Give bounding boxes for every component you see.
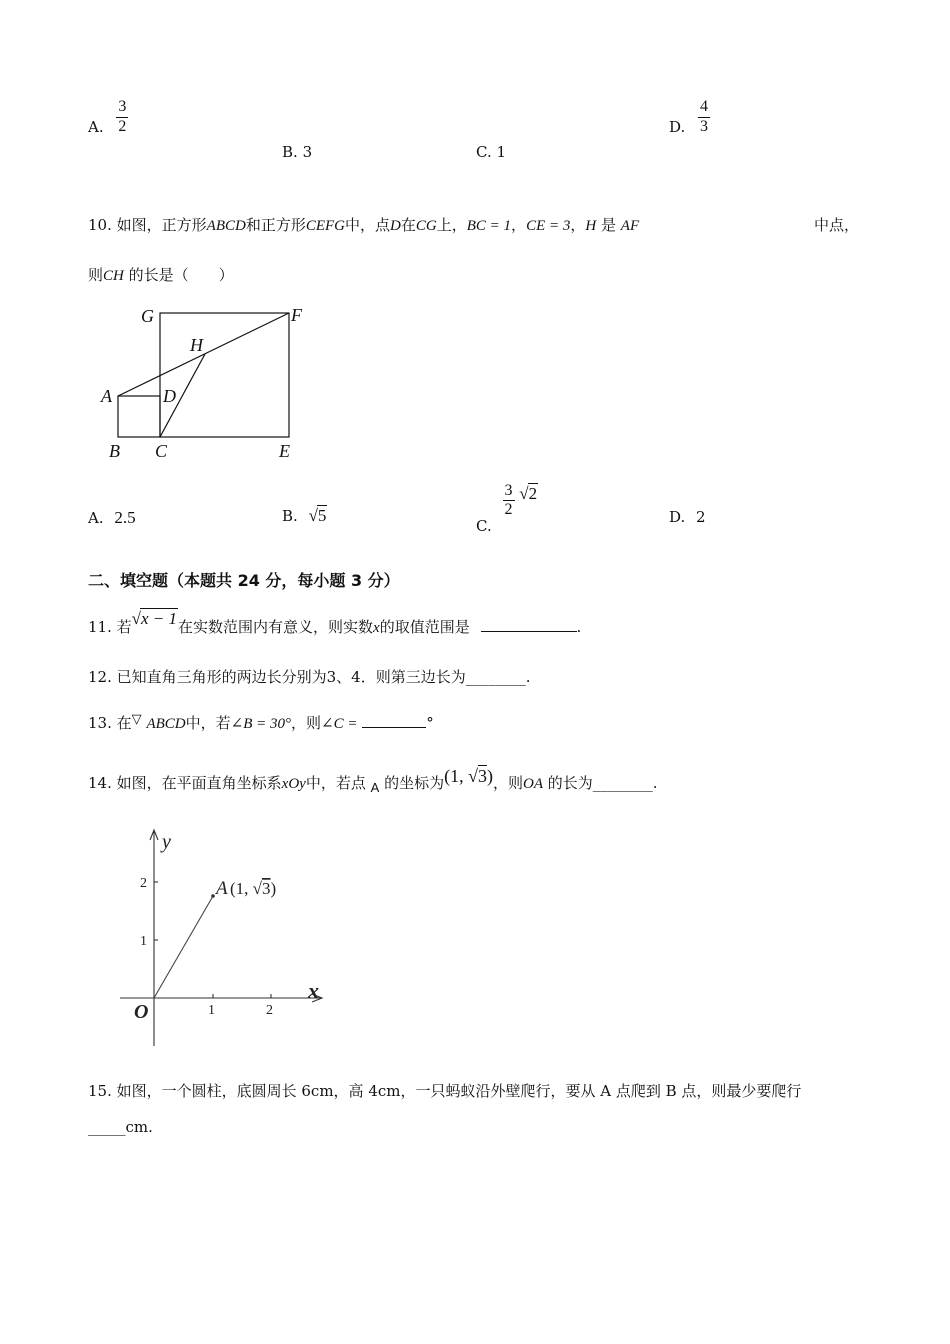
q12: 12. 已知直角三角形的两边长分别为3、4．则第三边长为________.: [88, 668, 531, 686]
radicand: x − 1: [141, 609, 178, 628]
math-abcd: ABCD: [146, 716, 186, 732]
math-oa: OA: [522, 776, 543, 792]
math-cg: CG: [415, 218, 437, 234]
q14-text: 中，若点: [305, 774, 366, 792]
square-abcd: [118, 396, 160, 437]
label-d: D: [163, 386, 176, 406]
q10-text: 是: [601, 216, 617, 234]
math-ce: CE = 3: [526, 218, 571, 234]
y-axis-label: y: [162, 831, 171, 853]
coord-close: ): [486, 766, 493, 786]
q10-line-1: [88, 214, 639, 235]
option-letter: A.: [88, 509, 104, 527]
q10-option-a: [88, 508, 136, 528]
math-ch: CH: [103, 268, 124, 284]
q10-text: 的长是（ ）: [128, 266, 234, 284]
option-value: 3: [302, 143, 313, 161]
label-e: E: [279, 441, 290, 461]
q9-option-a: [88, 98, 128, 136]
fraction: [503, 482, 515, 520]
q13-text: ，则: [290, 714, 321, 732]
math-af: AF: [620, 218, 640, 234]
q10-text: ，: [570, 216, 586, 234]
label-g: G: [141, 306, 154, 326]
question-number: 13.: [88, 714, 112, 732]
q11-text: 的取值范围是: [379, 618, 470, 636]
q10-option-d: [669, 508, 706, 526]
fraction: [116, 98, 128, 136]
sqrt-expression: √2: [519, 483, 538, 503]
q14-text: ，则: [492, 774, 523, 792]
question-number: 10.: [88, 216, 112, 234]
q10-text: 如图，正方形: [116, 216, 207, 234]
option-letter: B.: [282, 143, 298, 161]
answer-blank[interactable]: [481, 631, 577, 632]
q11: [88, 609, 582, 637]
coord-open: (1,: [230, 879, 253, 898]
q10-option-c: [476, 482, 538, 535]
question-number: 11.: [88, 618, 112, 636]
origin-label: O: [134, 1001, 149, 1023]
point-a: A: [370, 780, 380, 795]
radicand: 5: [317, 506, 327, 525]
radicand: 3: [262, 879, 271, 898]
q13-text: 中，若: [185, 714, 231, 732]
sqrt-sign: √: [252, 879, 263, 898]
math-cefg: CEFG: [305, 218, 346, 234]
q10-text-end: 中点，: [814, 216, 860, 234]
radicand: 2: [528, 483, 538, 503]
q10-text: ，: [511, 216, 527, 234]
math-d: D: [390, 218, 401, 234]
q15-line-2: _____cm.: [88, 1118, 153, 1136]
sqrt-expression: √5: [308, 506, 327, 525]
y-tick-label-1: 1: [140, 934, 147, 949]
q10-text: 则: [88, 266, 104, 284]
section-heading: 二、填空题（本题共 24 分，每小题 3 分）: [88, 571, 400, 590]
q10-text: 在: [400, 216, 416, 234]
q10-option-b: [282, 506, 327, 526]
numerator: 3: [118, 98, 127, 116]
x-tick-label-2: 2: [266, 1003, 273, 1018]
math-xoy: xOy: [281, 776, 306, 792]
q13-text: °: [426, 714, 434, 732]
q14-coordinate-figure: [112, 826, 342, 1052]
q13: [88, 712, 434, 733]
sqrt-expression: √x − 1: [131, 609, 178, 628]
q11-text: .: [576, 618, 582, 636]
q15-line-1: 15. 如图，一个圆柱，底圆周长 6cm，高 4cm，一只蚂蚁沿外壁爬行，要从 A 点爬到 B 点，则最少要爬行: [88, 1082, 802, 1100]
x-tick-label-1: 1: [208, 1003, 215, 1018]
label-a: A: [101, 386, 112, 406]
q10-line-2: [88, 264, 234, 285]
option-letter: D.: [669, 508, 686, 526]
coordinate-expression: (1, √3): [444, 766, 493, 786]
coord-open: (1,: [444, 766, 469, 786]
coord-close: ): [270, 879, 277, 898]
label-b: B: [109, 441, 120, 461]
q14-text: 的长为________.: [547, 774, 658, 792]
question-number: 14.: [88, 774, 112, 792]
segment-oa: [154, 896, 213, 998]
numerator: 3: [504, 482, 513, 499]
point-a-coordinate: [230, 879, 276, 898]
parallelogram-symbol: ▽: [131, 712, 142, 727]
square-cefg: [160, 313, 289, 437]
q14-text: 如图，在平面直角坐标系: [116, 774, 282, 792]
denominator: 2: [504, 501, 513, 519]
option-value: 1: [496, 143, 507, 161]
point-a-label: A: [216, 878, 228, 899]
math-angle-b: ∠B = 30°: [230, 716, 291, 732]
option-value: 2: [696, 508, 706, 526]
denominator: 3: [700, 117, 709, 135]
denominator: 2: [118, 117, 127, 135]
label-c: C: [155, 441, 168, 461]
math-bc: BC = 1: [466, 218, 512, 234]
option-letter: C.: [476, 143, 492, 161]
option-letter: C.: [476, 516, 492, 535]
point-a-dot: [211, 894, 215, 898]
option-letter: A.: [88, 118, 104, 136]
label-f: F: [291, 305, 302, 325]
y-tick-label-2: 2: [140, 876, 147, 891]
option-letter: B.: [282, 507, 298, 525]
q11-text: 若: [116, 618, 132, 636]
q9-option-d: [669, 98, 710, 136]
fraction: [698, 98, 710, 136]
math-abcd: ABCD: [206, 218, 246, 234]
q10-text: 和正方形: [245, 216, 306, 234]
option-value: 2.5: [114, 508, 136, 527]
q9-option-b: [282, 143, 312, 161]
q11-text: 在实数范围内有意义，则实数: [178, 618, 374, 636]
numerator: 4: [700, 98, 709, 116]
math-angle-c: ∠C =: [321, 716, 358, 732]
answer-blank[interactable]: [362, 727, 426, 728]
option-letter: D.: [669, 118, 686, 136]
q13-text: 在: [116, 714, 132, 732]
label-h: H: [190, 335, 203, 355]
math-h: H: [585, 218, 597, 234]
q14-text: 的坐标为: [384, 774, 445, 792]
q10-text: 上，: [436, 216, 467, 234]
q10-figure: [95, 300, 325, 465]
radicand: 3: [477, 766, 487, 786]
q10-text: 中，点: [345, 216, 391, 234]
x-axis-label: x: [308, 978, 319, 1003]
math-x: x: [373, 620, 380, 636]
q9-option-c: [476, 143, 506, 161]
q14: [88, 766, 658, 795]
